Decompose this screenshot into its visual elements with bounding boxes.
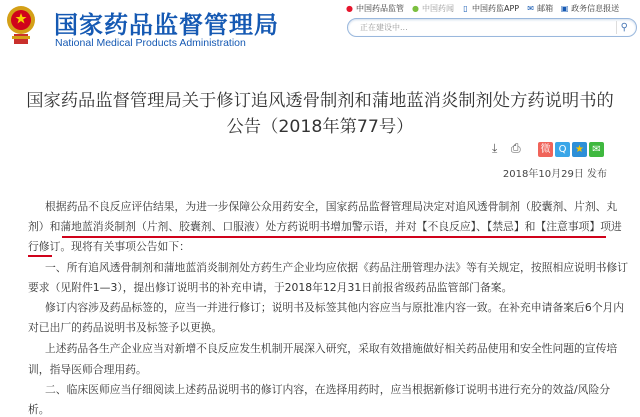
article-title-line-1: 国家药品监督管理局关于修订追风透骨制剂和蒲地蓝消炎制剂处方药说明书的 [26, 91, 614, 111]
share-weibo-icon[interactable]: 微 [538, 142, 553, 157]
paragraph-line: 要求（见附件1—3），提出修订说明书的补充申请，于2018年12月31日前报省级药品监管部门备案。 [28, 281, 513, 294]
wechat-icon: ● [412, 4, 419, 13]
red-underline [28, 255, 52, 257]
search-icon[interactable]: ⚲ [616, 21, 628, 34]
national-emblem-logo [6, 4, 36, 46]
link-label: 中国药闻 [422, 4, 454, 13]
search-placeholder: 正在建设中... [360, 23, 408, 32]
link-weibo[interactable] [345, 3, 404, 14]
link-label: 中国药品监管 [356, 4, 404, 13]
link-label: 邮箱 [537, 4, 554, 13]
site-subtitle: National Medical Products Administration [55, 37, 246, 49]
top-links [345, 3, 619, 14]
publish-date: 2018年10月29日 发布 [502, 169, 607, 180]
search-input[interactable] [347, 18, 637, 37]
paragraph-line: 二、临床医师应当仔细阅读上述药品说明书的修订内容，在选择用药时，应当根据新修订说明书进行充分的效益/风险分 [45, 383, 611, 396]
link-label: 中国药监APP [472, 4, 520, 13]
paragraph-line: 上述药品各生产企业应当对新增不良反应发生机制开展深入研究，采取有效措施做好相关药品使用和安全性问题的宣传培 [45, 342, 618, 355]
mail-icon: ✉ [527, 4, 534, 13]
print-icon[interactable]: ⎙ [511, 141, 521, 155]
share-wechat-icon[interactable]: ✉ [589, 142, 604, 157]
paragraph-line: 析。 [28, 403, 50, 416]
phone-icon: ▯ [463, 4, 468, 13]
paragraph-line: 对已出厂的药品说明书及标签予以更换。 [28, 321, 223, 334]
paragraph-line: 剂）和蒲地蓝消炎制剂（片剂、胶囊剂、口服液）处方药说明书增加警示语，并对【不良反应】、【禁忌】和【注意事项】项进 [28, 220, 622, 233]
article-title-line-2: 公告（2018年第77号） [226, 117, 414, 137]
paragraph-line: 一、所有追风透骨制剂和蒲地蓝消炎制剂处方药生产企业均应依据《药品注册管理办法》等有关规定，按照相应说明书修订 [45, 261, 629, 274]
paragraph-line: 修订内容涉及药品标签的，应当一并进行修订；说明书及标签其他内容应当与原批准内容一致。在补充申请备案后6个月内 [45, 301, 625, 314]
share-qzone-icon[interactable]: Q [555, 142, 570, 157]
link-wechat[interactable] [411, 3, 454, 14]
site-title[interactable]: 国家药品监督管理局 [54, 11, 279, 39]
red-underline [62, 236, 606, 238]
link-report[interactable] [560, 3, 619, 14]
weibo-icon: ● [346, 4, 353, 13]
link-mail[interactable] [526, 3, 553, 14]
link-app[interactable] [461, 3, 519, 14]
link-label: 政务信息报送 [571, 4, 620, 13]
paragraph-line: 行修订。现将有关事项公告如下： [28, 240, 190, 253]
report-icon: ▣ [560, 4, 569, 13]
paragraph-line: 训，指导医师合理用药。 [28, 363, 147, 376]
download-icon[interactable]: ⤓ [492, 141, 498, 155]
paragraph-line: 根据药品不良反应评估结果，为进一步保障公众用药安全，国家药品监督管理局决定对追风透骨制剂（胶囊剂、片剂、丸 [45, 200, 618, 213]
favorite-icon[interactable]: ★ [572, 142, 587, 157]
